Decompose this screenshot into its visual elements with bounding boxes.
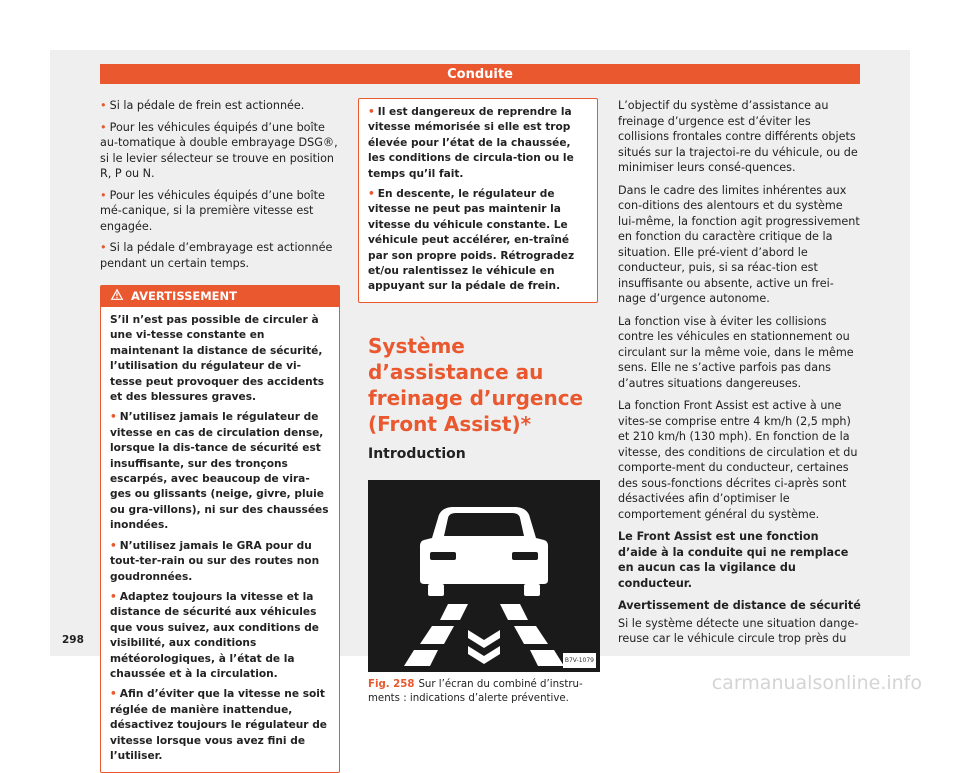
warning-title: AVERTISSEMENT [131,288,238,303]
warning-box [100,285,340,773]
bullet-dot-icon: • [100,99,107,112]
section-title: Système d’assistance au freinage d’urgence (Front Assist)* [368,333,584,436]
bullet-item: • Pour les véhicules équipés d’une boîte au-tomatique à double embrayage DSG®, si le levier sélecteur se trouve en position R, P ou N. [100,120,338,180]
warning-triangle-icon [111,289,123,305]
subsection-title: Introduction [368,445,466,462]
bullet-dot-icon: • [100,188,107,202]
figure-display [368,480,600,672]
bullet-dot-icon: • [110,590,117,603]
chapter-header: Conduite [100,64,860,84]
warning-continuation-box [358,98,598,303]
warning-item: • Afin d’éviter que la vitesse ne soit réglée de manière inattendue, désactivez toujours le régulateur de vitesse lorsque vous avez fini de l’utiliser. [110,688,327,762]
figure-caption [368,678,600,706]
figure-label: Fig. 258 [368,679,415,691]
bullet-dot-icon: • [110,539,117,552]
bullet-dot-icon: • [368,106,375,118]
column-1 [100,98,340,773]
paragraph: L’objectif du système d’assistance au freinage d’urgence est d’éviter les collisions frontales contre différents objets situés sur la trajectoi-re du véhicule, ou de minimiser leurs consé-quences. [618,99,858,174]
warning-item: • Adaptez toujours la vitesse et la distance de sécurité aux véhicules que vous suivez, aux conditions de visibilité, aux conditions météorologiques, à l’état de la chaussée et à la circulation. [110,590,319,680]
figure-caption-text: Sur l’écran du combiné d’instru-ments : indications d’alerte préventive. [368,679,583,705]
bullet-dot-icon: • [110,411,117,424]
warning-intro: S’il n’est pas possible de circuler à une vi-tesse constante en maintenant la distance de sécurité, l’utilisation du régulateur de vi-tesse peut provoquer des accidents et des blessures graves. [110,314,325,404]
bullet-item: • Pour les véhicules équipés d’une boîte mé-canique, si la première vitesse est engagée. [100,188,325,233]
column-3 [618,98,861,654]
bullet-dot-icon: • [100,120,107,134]
bullet-dot-icon: • [100,241,107,254]
warning-body [359,99,597,302]
warning-header [101,286,339,307]
subheading: Avertissement de distance de sécurité [618,599,861,612]
warning-body [101,307,339,772]
paragraph: La fonction Front Assist est active à une vites-se comprise entre 4 km/h (2,5 mph) et 210 km/h (130 mph). En fonction de la vitesse, des conditions de circulation et du comporte-ment du conducteur, certaines des sous-fonctions décrites ci-après sont désactivées afin d’optimiser le comportement général du système. [618,399,858,521]
warning-item: • N’utilisez jamais le GRA pour du tout-ter-rain ou sur des routes non goudronnées. [110,539,320,583]
figure-code: B7V-1079 [563,653,596,669]
bullet-dot-icon: • [110,688,117,701]
bullet-item: • Si la pédale d’embrayage est actionnée pendant un certain temps. [100,241,333,270]
watermark: carmanualsonline.info [711,672,922,694]
warning-item: • N’utilisez jamais le régulateur de vitesse en cas de circulation dense, lorsque la dis-tance de sécurité est insuffisante, sur des tronçons escarpés, avec beaucoup de vira-ges ou glissants (neige, givre, pluie ou gra-villons), ni sur des chaussées inondées. [110,411,329,532]
paragraph: Dans le cadre des limites inhérentes aux con-ditions des alentours et du système lui-même, la fonction agit progressivement en fonction du caractère critique de la situation. Elle pré-vient d’abord le conducteur, puis, si sa réac-tion est insuffisante ou absente, active un frei-nage d’urgence autonome. [618,183,860,305]
paragraph: La fonction vise à éviter les collisions contre les véhicules en stationnement ou circulant sur la même voie, dans le même sens. Elle ne s’active parfois pas dans d’autres situations dangereuses. [618,314,854,390]
page-number: 298 [62,634,84,646]
warning-item: • Il est dangereux de reprendre la vitesse mémorisée si elle est trop élevée pour l’état de la chaussée, les conditions de circula-tion ou le temps qu’il fait. [368,106,574,180]
bullet-item: • Si la pédale de frein est actionnée. [100,99,305,112]
car-front-warning-icon [368,480,600,672]
paragraph: Si le système détecte une situation dange-reuse car le véhicule circule trop près du [618,616,859,645]
warning-item: • En descente, le régulateur de vitesse ne peut pas maintenir la vitesse du véhicule constante. Le véhicule peut accélérer, en-traîné par son propre poids. Rétrogradez et/ou ralentissez le véhicule en appuyant sur la pédale de frein. [368,188,575,293]
bold-paragraph: Le Front Assist est une fonction d’aide à la conduite qui ne remplace en aucun cas la vigilance du conducteur. [618,530,849,590]
column-2 [358,98,598,706]
bullet-dot-icon: • [368,188,375,201]
